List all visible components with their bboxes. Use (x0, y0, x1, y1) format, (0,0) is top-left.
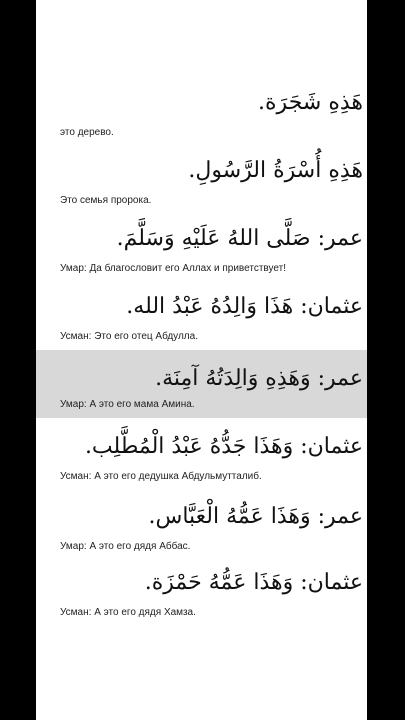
dialogue-entry-2[interactable] (36, 154, 367, 224)
arabic-line: عمر: وَهَذِهِ وَالِدَتُهُ آمِنَة. (155, 366, 363, 391)
arabic-line: هَذِهِ شَجَرَة. (258, 90, 363, 115)
text-page[interactable] (36, 0, 367, 720)
translation-line: это дерево. (60, 127, 114, 138)
dialogue-entry-3[interactable] (36, 222, 367, 292)
dialogue-entry-6[interactable] (36, 430, 367, 500)
translation-line: Усман: А это его дядя Хамза. (60, 607, 196, 618)
arabic-line: هَذِهِ أُسْرَةُ الرَّسُولِ. (188, 158, 363, 183)
translation-line: Умар: А это его мама Амина. (60, 399, 195, 410)
translation-line: Усман: А это его дедушка Абдульмутталиб. (60, 471, 262, 482)
arabic-line: عثمان: وَهَذَا جَدُّهُ عَبْدُ الْمُطَّلِب. (84, 434, 363, 459)
translation-line: Умар: Да благословит его Аллах и приветствует! (60, 263, 286, 274)
translation-line: Усман: Это его отец Абдулла. (60, 331, 198, 342)
dialogue-entry-1[interactable] (36, 86, 367, 156)
arabic-line: عثمان: وَهَذَا عَمُّهُ حَمْزَة. (144, 570, 363, 595)
dialogue-entry-8[interactable] (36, 566, 367, 636)
arabic-line: عمر: صَلَّى اللهُ عَلَيْهِ وَسَلَّمَ. (116, 226, 363, 251)
translation-line: Умар: А это его дядя Аббас. (60, 541, 191, 552)
dialogue-entry-5-highlighted[interactable] (36, 350, 367, 418)
dialogue-entry-7[interactable] (36, 500, 367, 570)
arabic-line: عمر: وَهَذَا عَمُّهُ الْعَبَّاس. (148, 504, 363, 529)
translation-line: Это семья пророка. (60, 195, 152, 206)
arabic-line: عثمان: هَذَا وَالِدُهُ عَبْدُ الله. (126, 294, 363, 319)
